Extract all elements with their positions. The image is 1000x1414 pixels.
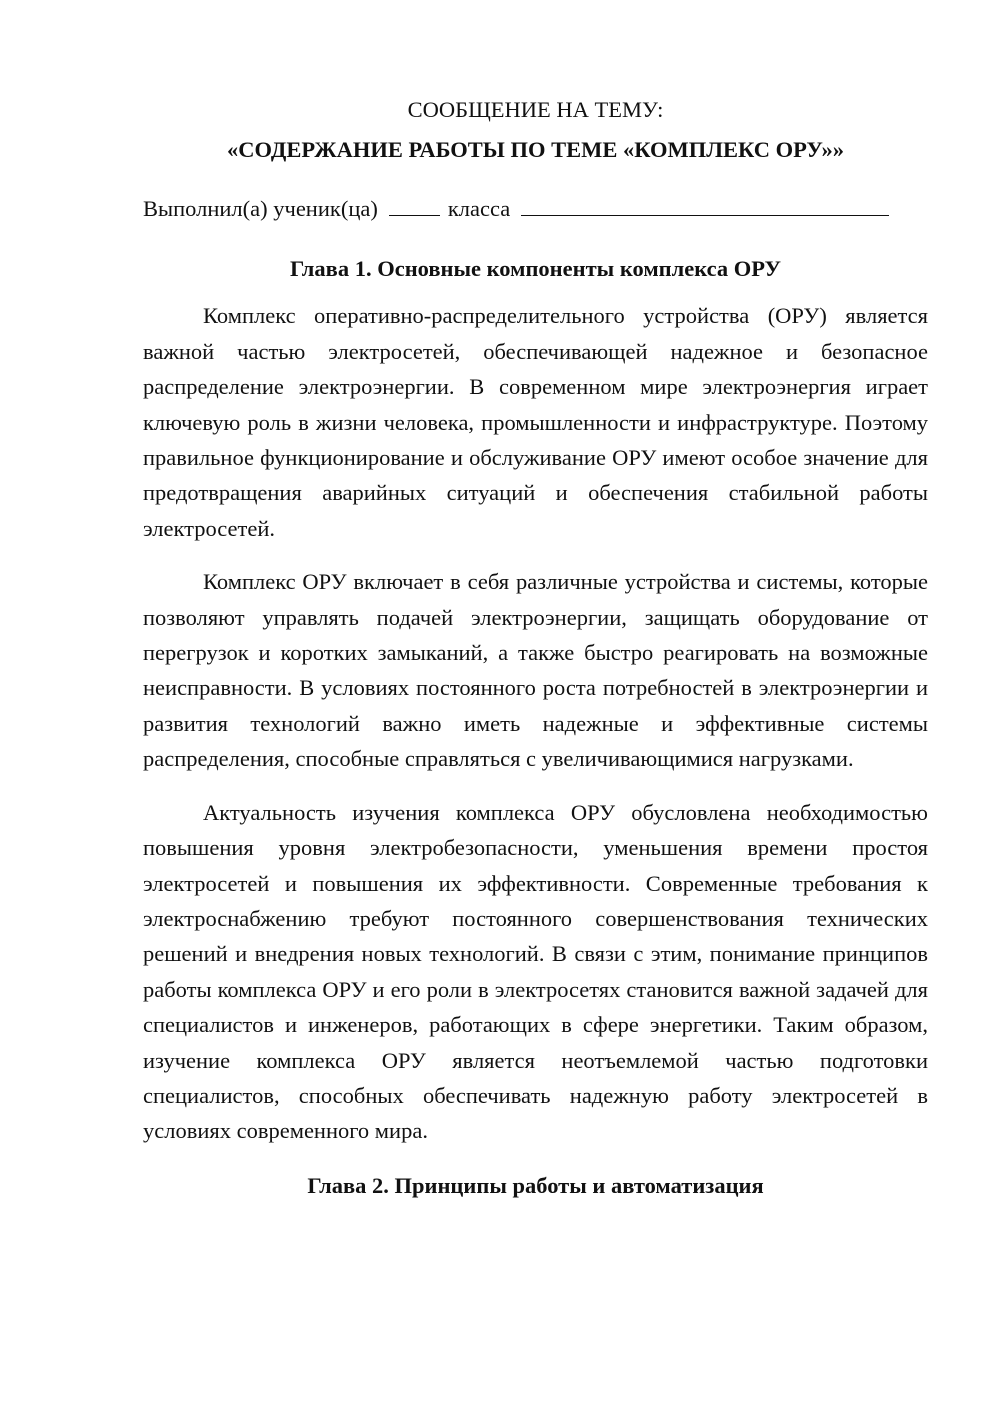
document-content [143,92,928,1203]
chapter-1-paragraph-3: Актуальность изучения комплекса ОРУ обусловлена необходимостью повышения уровня электробезопасности, уменьшения времени простоя электросетей и повышения их эффективности. Современные требования к электроснабжению требуют постоянного совершенствования технических решений и внедрения новых технологий. В связи с этим, понимание принципов работы комплекса ОРУ и его роли в электросетях становится важной задачей для специалистов и инженеров, работающих в сфере энергетики. Таким образом, изучение комплекса ОРУ является неотъемлемой частью подготовки специалистов, способных обеспечивать надежную работу электросетей в условиях современного мира. [143,799,928,1144]
document-title: «СОДЕРЖАНИЕ РАБОТЫ ПО ТЕМЕ «КОМПЛЕКС ОРУ»» [227,137,844,162]
document-heading: СООБЩЕНИЕ НА ТЕМУ: [407,97,664,122]
class-label: класса [447,196,511,221]
author-label: Выполнил(а) ученик(ца) [143,196,378,221]
chapter-1-paragraph-1: Комплекс оперативно-распределительного устройства (ОРУ) является важной частью электросетей, обеспечивающей надежное и безопасное распределение электроэнергии. В современном мире электроэнергия играет ключевую роль в жизни человека, промышленности и инфраструктуре. Поэтому правильное функционирование и обслуживание ОРУ имеют особое значение для предотвращения аварийных ситуаций и обеспечения стабильной работы электросетей. [143,303,928,541]
chapter-1-title: Глава 1. Основные компоненты комплекса ОРУ [290,256,781,282]
chapter-1-paragraph-2: Комплекс ОРУ включает в себя различные устройства и системы, которые позволяют управлять подачей электроэнергии, защищать оборудование от перегрузок и коротких замыканий, а также быстро реагировать на возможные неисправности. В условиях постоянного роста потребностей в электроэнергии и развития технологий важно иметь надежные и эффективные системы распределения, способные справляться с увеличивающимися нагрузками. [143,569,928,772]
class-blank[interactable] [521,193,889,216]
student-name-blank[interactable] [389,193,440,216]
author-line [143,191,928,226]
chapter-2-title: Глава 2. Принципы работы и автоматизация [307,1172,764,1198]
